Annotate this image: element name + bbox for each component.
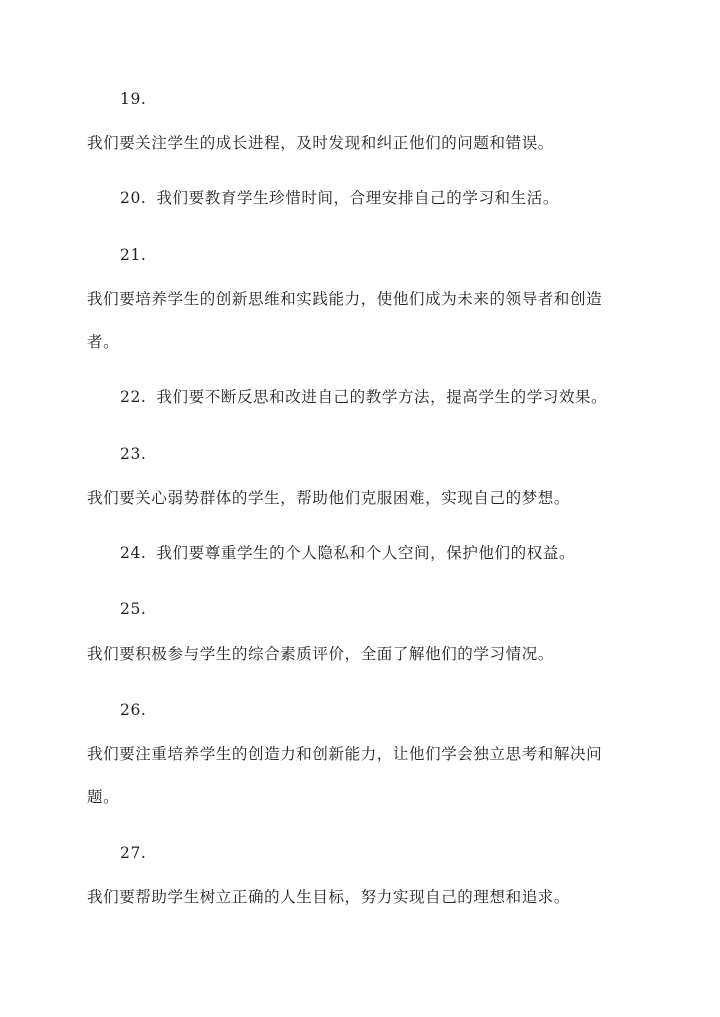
item-number: 24. <box>120 544 147 562</box>
item-number: 20. <box>120 189 147 207</box>
item-text: 我们要教育学生珍惜时间，合理安排自己的学习和生活。 <box>156 189 559 207</box>
item-text-continuation: 题。 <box>87 788 120 806</box>
item-text: 我们要培养学生的创新思维和实践能力，使他们成为未来的领导者和创造 <box>87 290 603 308</box>
item-text: 我们要尊重学生的个人隐私和个人空间，保护他们的权益。 <box>156 544 576 562</box>
item-number: 25. <box>120 600 147 618</box>
item-number: 23. <box>120 445 147 463</box>
item-text: 我们要关心弱势群体的学生，帮助他们克服困难，实现自己的梦想。 <box>87 489 571 507</box>
item-text: 我们要不断反思和改进自己的教学方法，提高学生的学习效果。 <box>156 388 608 406</box>
item-number: 19. <box>120 90 147 108</box>
item-text: 我们要关注学生的成长进程，及时发现和纠正他们的问题和错误。 <box>87 134 554 152</box>
list-item <box>120 542 575 564</box>
item-number: 26. <box>120 701 147 719</box>
list-item <box>120 187 559 209</box>
item-number: 27. <box>120 844 147 862</box>
item-text: 我们要注重培养学生的创造力和创新能力，让他们学会独立思考和解决问 <box>87 745 603 763</box>
item-text-continuation: 者。 <box>87 333 120 351</box>
item-number: 21. <box>120 246 147 264</box>
item-number: 22. <box>120 388 147 406</box>
list-item <box>120 386 607 408</box>
item-text: 我们要帮助学生树立正确的人生目标，努力实现自己的理想和追求。 <box>87 888 571 906</box>
item-text: 我们要积极参与学生的综合素质评价，全面了解他们的学习情况。 <box>87 645 554 663</box>
